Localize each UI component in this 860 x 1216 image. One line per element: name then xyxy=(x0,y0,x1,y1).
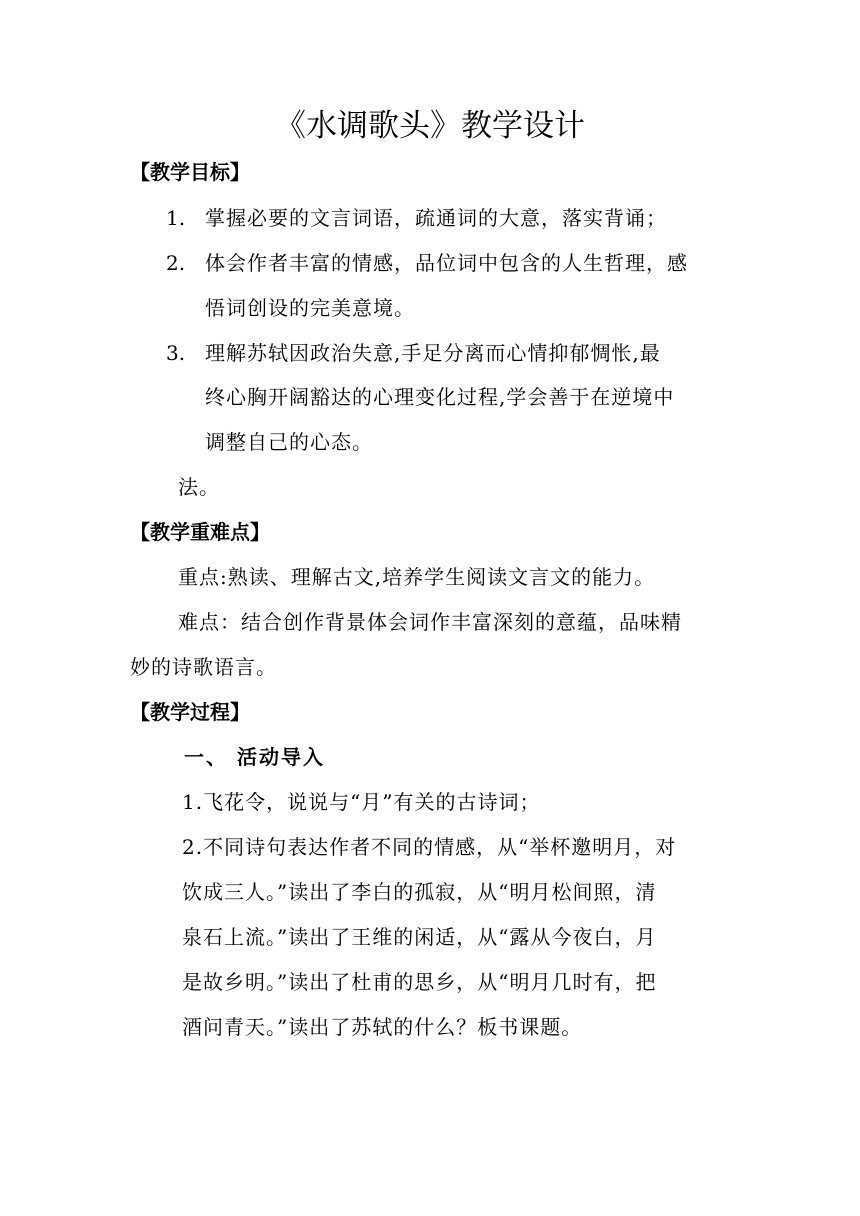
objective-line: 体会作者丰富的情感，品位词中包含的人生哲理，感 xyxy=(205,251,688,275)
paragraph-line: 是故乡明。”读出了杜甫的思乡，从“明月几时有，把 xyxy=(182,970,657,994)
sub-heading-activity-intro: 一、 活动导入 xyxy=(184,745,325,769)
list-number: 1. xyxy=(166,206,186,230)
key-point-text: 重点:熟读、理解古文,培养学生阅读文言文的能力。 xyxy=(178,565,656,589)
section-heading-objectives: 【教学目标】 xyxy=(130,160,250,184)
paragraph-line: 饮成三人。”读出了李白的孤寂，从“明月松间照，清 xyxy=(182,880,657,904)
objective-line: 理解苏轼因政治失意,手足分离而心情抑郁惆怅,最 xyxy=(205,341,661,365)
list-number: 2. xyxy=(166,251,186,275)
section-heading-key-points: 【教学重难点】 xyxy=(130,520,270,544)
difficult-point-text: 妙的诗歌语言。 xyxy=(130,655,277,679)
objectives-tail: 法。 xyxy=(178,475,220,499)
paragraph-line: 2.不同诗句表达作者不同的情感，从“举杯邀明月，对 xyxy=(182,835,677,859)
difficult-point-text: 难点：结合创作背景体会词作丰富深刻的意蕴，品味精 xyxy=(178,610,682,634)
objective-line: 终心胸开阔豁达的心理变化过程,学会善于在逆境中 xyxy=(205,385,675,409)
paragraph-1: 1.飞花令，说说与“月”有关的古诗词； xyxy=(182,790,541,814)
paragraph-line: 泉石上流。”读出了王维的闲适，从“露从今夜白，月 xyxy=(182,925,657,949)
objective-line: 调整自己的心态。 xyxy=(205,430,373,454)
section-heading-process: 【教学过程】 xyxy=(130,700,250,724)
document-title: 《水调歌头》教学设计 xyxy=(275,108,585,144)
list-number: 3. xyxy=(166,341,186,365)
objective-line: 掌握必要的文言词语，疏通词的大意，落实背诵； xyxy=(205,206,667,230)
objective-line: 悟词创设的完美意境。 xyxy=(205,296,415,320)
paragraph-line: 酒问青天。”读出了苏轼的什么？板书课题。 xyxy=(182,1015,583,1039)
